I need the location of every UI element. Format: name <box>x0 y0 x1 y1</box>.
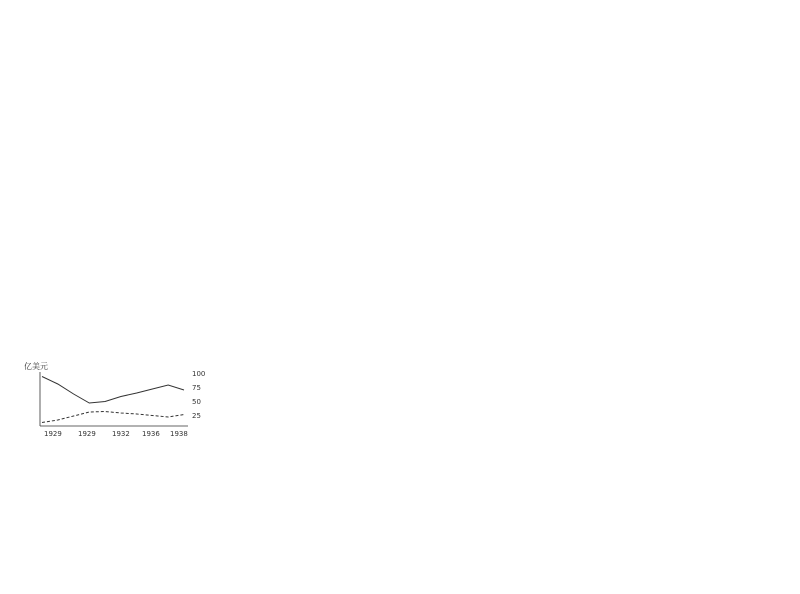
series-line-2 <box>42 412 184 423</box>
line-chart <box>18 360 218 440</box>
x-tick-label-5: 1938 <box>170 430 188 438</box>
exam-chart-fragment <box>18 360 218 440</box>
series-line-1 <box>42 377 184 404</box>
y-tick-label-4: 25 <box>192 412 201 420</box>
x-tick-label-1: 1929 <box>44 430 62 438</box>
chart-marks <box>42 377 184 423</box>
x-tick-label-3: 1932 <box>112 430 130 438</box>
x-tick-label-4: 1936 <box>142 430 160 438</box>
y-tick-label-1: 100 <box>192 370 206 378</box>
y-tick-label-3: 50 <box>192 398 201 406</box>
y-tick-label-2: 75 <box>192 384 201 392</box>
x-tick-label-2: 1929 <box>78 430 96 438</box>
chart-unit-label: 亿美元 <box>24 362 48 371</box>
